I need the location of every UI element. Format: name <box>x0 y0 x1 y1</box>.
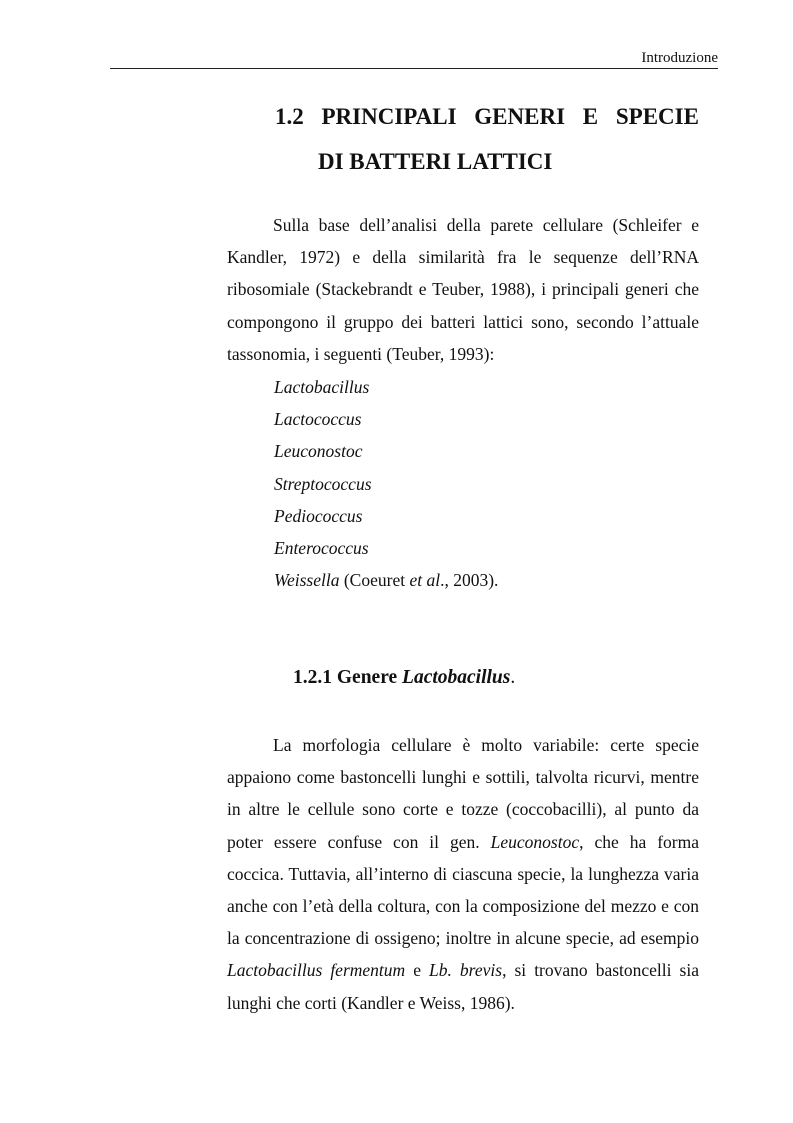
genus-name: Streptococcus <box>274 473 372 494</box>
genus-item <box>274 371 498 403</box>
intro-paragraph: Sulla base dell’analisi della parete cellulare (Schleifer e Kandler, 1972) e della similarità fra le sequenze dell’RNA ribosomiale (Stackebrandt e Teuber, 1988), i principali generi che compongono il gruppo dei batteri lattici sono, secondo l’attuale tassonomia, i seguenti (Teuber, 1993): <box>227 215 699 364</box>
genus-item <box>274 532 498 564</box>
genus-item <box>274 500 498 532</box>
paragraph-segment: e <box>405 960 430 981</box>
paragraph-segment: , si trovano bastoncelli sia lunghi che corti (Kandler e Weiss, 1986). <box>227 960 699 1013</box>
genus-name: Lactococcus <box>274 409 362 430</box>
paragraph-segment: La morfologia cellulare è molto variabile: certe specie appaiono come bastoncelli lunghi e sottili, talvolta ricurvi, mentre in altre le cellule sono corte e tozze (coccobacilli), al punto da poter essere confuse con il gen. <box>227 735 699 852</box>
subsection-label: Genere <box>336 667 398 688</box>
genus-name: Leuconostoc <box>274 441 363 462</box>
genus-mention: Leuconostoc <box>490 831 580 852</box>
section-title-word: PRINCIPALI <box>321 104 457 129</box>
subsection-heading <box>293 664 515 692</box>
section-heading <box>275 94 699 184</box>
species-mention: Lb. brevis <box>429 960 503 981</box>
section-title-word: SPECIE <box>615 104 699 129</box>
header-rule <box>110 68 718 69</box>
genus-item <box>274 435 498 467</box>
citation-et-al: et al <box>409 570 441 591</box>
section-number: 1.2 <box>275 104 304 129</box>
genus-name: Weissella <box>274 570 340 591</box>
genus-name: Enterococcus <box>274 538 369 559</box>
paragraph-segment: , che ha forma coccica. Tuttavia, all’interno di ciascuna specie, la lunghezza varia anche con l’età della coltura, con la composizione del mezzo e con la concentrazione di ossigeno; inoltre in alcune specie, ad esempio <box>227 831 700 949</box>
citation-suffix: ., 2003). <box>440 570 499 591</box>
genus-name: Pediococcus <box>274 505 363 526</box>
section-heading-line-2: DI BATTERI LATTICI <box>318 149 553 174</box>
genera-list <box>274 371 498 596</box>
genus-item-last <box>274 564 498 596</box>
subsection-genus: Lactobacillus <box>402 667 511 688</box>
running-header: Introduzione <box>641 50 718 66</box>
lactobacillus-paragraph <box>227 729 699 1019</box>
citation-prefix: (Coeuret <box>339 570 410 591</box>
section-title-word: GENERI <box>474 104 566 129</box>
section-title-word: E <box>582 104 599 129</box>
genus-item <box>274 403 498 435</box>
subsection-trailing-period: . <box>510 667 516 688</box>
genus-name: Lactobacillus <box>274 377 370 397</box>
species-mention: Lactobacillus fermentum <box>227 960 406 981</box>
genus-item <box>274 468 498 500</box>
subsection-number: 1.2.1 <box>293 667 332 688</box>
section-heading-line-1 <box>275 94 699 139</box>
